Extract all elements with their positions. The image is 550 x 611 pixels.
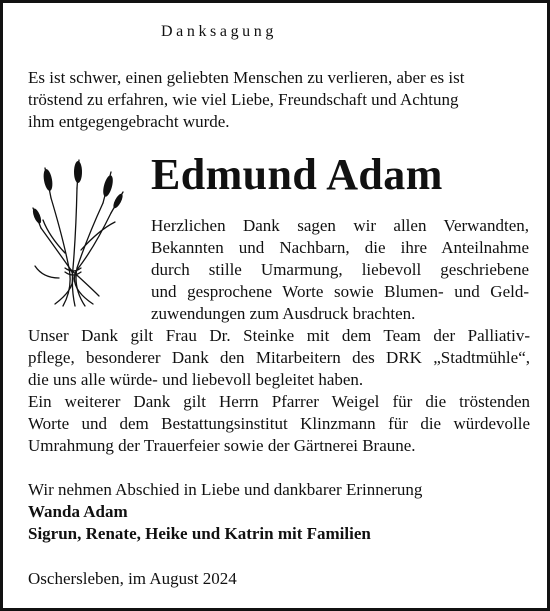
thanks-paragraph [151,215,529,325]
thanks-line: Bekannten und Nachbarn, die ihre Anteilnahme [151,238,529,257]
family-names: Sigrun, Renate, Heike und Katrin mit Familien [28,524,371,543]
intro-line: tröstend zu erfahren, wie viel Liebe, Freundschaft und Achtung [28,90,459,109]
body-line: pflege, besonderer Dank den Mitarbeitern des DRK „Stadtmühle“, [28,348,530,367]
thanks-line: Herzlichen Dank sagen wir allen Verwandten, [151,216,529,235]
body-line: Umrahmung der Trauerfeier sowie der Gärtnerei Braune. [28,436,416,455]
body-line: Worte und dem Bestattungsinstitut Klinzmann für die würdevolle [28,414,530,433]
body-line: die uns alle würde- und liebevoll begleitet haben. [28,370,364,389]
body-line: Ein weiterer Dank gilt Herrn Pfarrer Weigel für die tröstenden [28,392,530,411]
thanks-line: und gesprochene Worte sowie Blumen- und Geld- [151,282,529,301]
farewell-block [28,479,530,545]
intro-paragraph [28,67,530,133]
farewell-line: Wir nehmen Abschied in Liebe und dankbarer Erinnerung [28,480,423,499]
body-paragraph [28,325,530,457]
wheat-sheaf-icon [29,158,129,308]
notice-heading: Danksagung [161,23,277,40]
body-line: Unser Dank gilt Frau Dr. Steinke mit dem Team der Palliativ- [28,326,530,345]
thanks-line: zuwendungen zum Ausdruck brachten. [151,304,416,323]
intro-line: ihm entgegengebracht wurde. [28,112,230,131]
thanks-line: durch stille Umarmung, liebevoll geschriebene [151,260,529,279]
place-date: Oschersleben, im August 2024 [28,569,237,588]
deceased-name: Edmund Adam [151,150,443,199]
intro-line: Es ist schwer, einen geliebten Menschen zu verlieren, aber es ist [28,68,465,87]
spouse-name: Wanda Adam [28,502,128,521]
